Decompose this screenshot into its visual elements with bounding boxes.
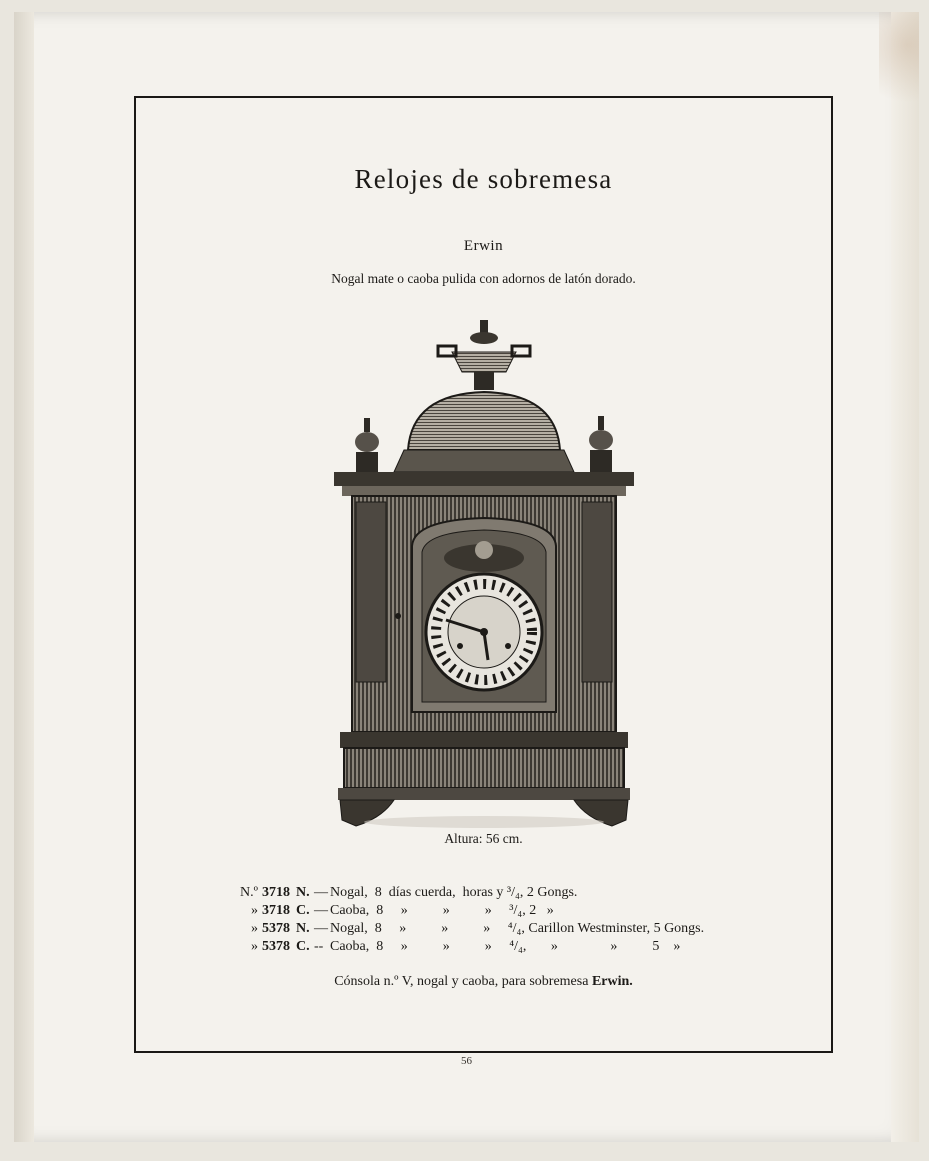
content-frame [134,96,833,1053]
page-edge [891,12,919,1142]
height-caption: Altura: 56 cm. [444,831,523,846]
ref-description: Nogal, 8 » » » ⁴/₄, Carillon Westminster, 5 Gongs. [330,921,705,936]
console-model: Erwin. [591,974,633,989]
ref-suffix: N. [296,921,310,936]
material-description: Nogal mate o caoba pulida con adornos de latón dorado. [331,271,636,286]
reference-row [228,920,704,938]
model-name: Erwin [463,238,504,254]
ref-description: Caoba, 8 » » » ⁴/₄, » » 5 » [330,939,681,954]
ref-prefix: » [251,939,258,954]
clock-illustration [334,320,634,830]
reference-row [228,938,704,956]
page-title: Relojes de sobremesa [354,164,613,194]
page-number: 56 [461,1055,472,1067]
ref-number: 3718 [262,885,290,900]
ref-description: Caoba, 8 » » » ³/₄, 2 » [330,903,554,918]
ref-description: Nogal, 8 días cuerda, horas y ³/₄, 2 Gongs. [330,885,578,900]
console-note [136,974,831,990]
ref-number: 5378 [262,921,290,936]
ref-suffix: C. [296,939,310,954]
reference-row [228,884,704,902]
page-edge [14,12,34,1142]
ref-prefix: » [251,921,258,936]
reference-row [228,902,704,920]
ref-prefix: N.º [240,885,258,900]
console-text: Cónsola n.º V, nogal y caoba, para sobremesa [334,974,589,989]
ref-number: 5378 [262,939,290,954]
ref-dash: — [314,885,328,900]
ref-suffix: N. [296,885,310,900]
paper-stain [879,12,919,122]
ref-dash: — [314,903,328,918]
reference-list [228,884,704,956]
ref-prefix: » [251,903,258,918]
catalog-page [14,12,919,1142]
ref-dash: -- [314,939,324,954]
ref-suffix: C. [296,903,310,918]
ref-dash: — [314,921,328,936]
ref-number: 3718 [262,903,290,918]
